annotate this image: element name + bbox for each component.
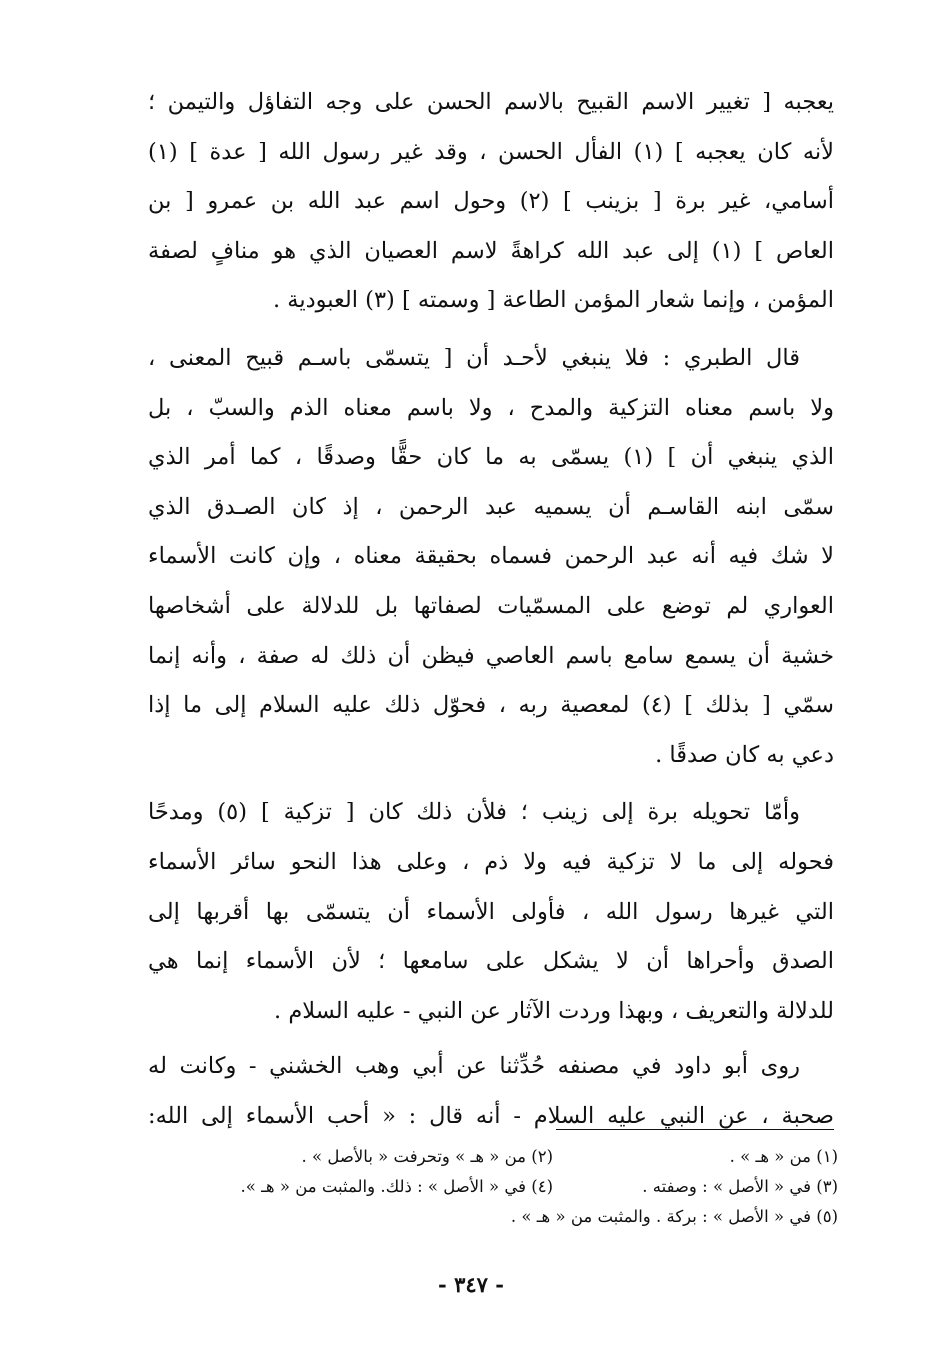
paragraph-1 xyxy=(148,78,834,326)
text-line: المؤمن ، وإنما شعار المؤمن الطاعة [ وسمته ] (٣) العبودية . xyxy=(272,287,834,314)
text-line: الذي ينبغي أن ] (١) يسمّى به ما كان حقًّا وصدقًا ، كما أمر الذي xyxy=(148,444,834,471)
text-line: قال الطبري : فلا ينبغي لأحـد أن [ يتسمّى باسـم قبيح المعنى ، xyxy=(148,344,800,371)
footnote-line xyxy=(148,1172,838,1202)
text-line: الصدق وأحراها أن لا يشكل على سامعها ؛ لأن الأسماء إنما هي xyxy=(148,948,834,975)
text-line: لأنه كان يعجبه ] (١) الفأل الحسن ، وقد غير رسول الله [ عدة ] (١) xyxy=(148,138,834,165)
text-line: لا شك فيه أنه عبد الرحمن فسماه بحقيقة معناه ، وإن كانت الأسماء xyxy=(148,543,834,570)
paragraph-4 xyxy=(148,1042,834,1141)
text-line: وأمّا تحويله برة إلى زينب ؛ فلأن ذلك كان [ تزكية ] (٥) ومدحًا xyxy=(148,799,800,826)
main-text xyxy=(148,78,834,1141)
paragraph-3 xyxy=(148,788,834,1036)
text-line: فحوله إلى ما لا تزكية فيه ولا ذم ، وعلى هذا النحو سائر الأسماء xyxy=(148,848,834,875)
footnote-entry: (٤) في « الأصل » : ذلك. والمثبت من « هـ ». xyxy=(240,1177,553,1196)
text-line: خشية أن يسمع سامع باسم العاصي فيظن أن ذلك له صفة ، وأنه إنما xyxy=(148,642,834,669)
footnote-entry: (٣) في « الأصل » : وصفته . xyxy=(642,1177,838,1196)
page-number: - ٣٤٧ - xyxy=(438,1272,504,1297)
text-line: أسامي، غير برة [ بزينب ] (٢) وحول اسم عبد الله بن عمرو [ بن xyxy=(148,188,834,215)
footnote-separator xyxy=(556,1129,834,1130)
text-line: العاص ] (١) إلى عبد الله كراهةً لاسم العصيان الذي هو منافٍ لصفة xyxy=(148,237,834,264)
text-line: العواري لم توضع على المسمّيات لصفاتها بل للدلالة على أشخاصها xyxy=(148,592,834,619)
text-line: روى أبو داود في مصنفه حُدِّثنا عن أبي وهب الخشني - وكانت له xyxy=(148,1053,800,1080)
text-line: سمّى ابنه القاسـم أن يسميه عبد الرحمن ، إذ كان الصـدق الذي xyxy=(148,493,834,520)
text-line: التي غيرها رسول الله ، فأولى الأسماء أن يتسمّى بها أقربها إلى xyxy=(148,898,834,925)
text-line: للدلالة والتعريف ، وبهذا وردت الآثار عن النبي - عليه السلام . xyxy=(274,997,834,1024)
footnote-entry: (٢) من « هـ » وتحرفت « بالأصل » . xyxy=(301,1147,553,1166)
footnotes xyxy=(148,1142,838,1232)
paragraph-2 xyxy=(148,334,834,780)
footnote-line xyxy=(148,1142,838,1172)
text-line: دعي به كان صدقًا . xyxy=(655,741,834,768)
text-line: سمّي [ بذلك ] (٤) لمعصية ربه ، فحوّل ذلك عليه السلام إلى ما إذا xyxy=(148,692,834,719)
text-line: صحبة ، عن النبي عليه السلام - أنه قال : « أحب الأسماء إلى الله: xyxy=(148,1102,834,1129)
footnote-entry: (١) من « هـ » . xyxy=(729,1147,838,1166)
text-line: يعجبه [ تغيير الاسم القبيح بالاسم الحسن على وجه التفاؤل والتيمن ؛ xyxy=(148,89,834,115)
footnote-line xyxy=(148,1202,838,1232)
footnote-entry: (٥) في « الأصل » : بركة . والمثبت من « هـ » . xyxy=(510,1207,838,1226)
text-line: ولا باسم معناه التزكية والمدح ، ولا باسم معناه الذم والسبّ ، بل xyxy=(148,394,834,421)
